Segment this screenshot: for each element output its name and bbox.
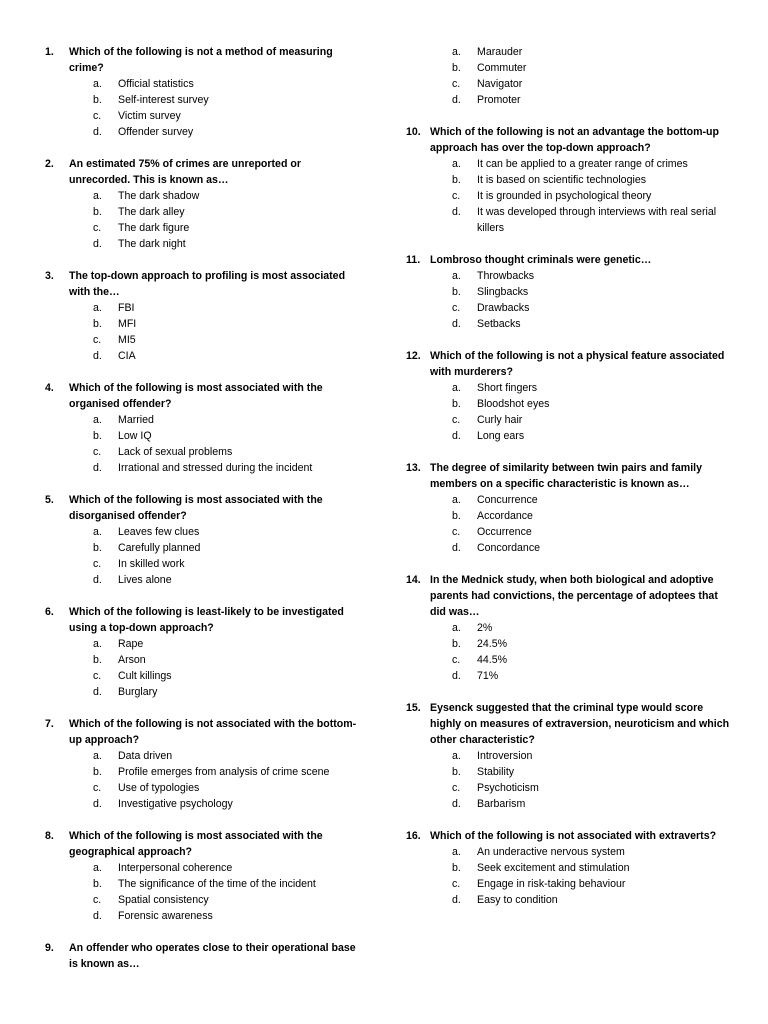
option-text: Carefully planned — [118, 542, 201, 554]
option-letter: a. — [93, 414, 102, 426]
question-text: An offender who operates close to their operational base is known as… — [69, 942, 356, 970]
option-text: The dark alley — [118, 206, 185, 218]
option-letter: b. — [452, 510, 461, 522]
question-block — [45, 156, 365, 252]
question-number: 3. — [45, 270, 54, 282]
option-text: It is based on scientific technologies — [477, 174, 647, 186]
option-text: MI5 — [118, 334, 136, 346]
option-text: Lack of sexual problems — [118, 446, 233, 458]
option-letter: a. — [452, 846, 461, 858]
answer-option — [45, 748, 365, 764]
answer-option — [406, 508, 736, 524]
option-letter: a. — [452, 750, 461, 762]
question — [45, 604, 365, 636]
option-text: Easy to condition — [477, 894, 558, 906]
option-letter: c. — [93, 558, 102, 570]
question-block — [45, 380, 365, 476]
question — [406, 348, 736, 380]
answer-option — [45, 348, 365, 364]
answer-option — [406, 620, 736, 636]
option-letter: c. — [452, 526, 461, 538]
option-letter: b. — [452, 286, 461, 298]
answer-option — [45, 540, 365, 556]
option-text: Curly hair — [477, 414, 523, 426]
question-number: 14. — [406, 574, 421, 586]
left-column — [45, 44, 365, 988]
option-letter: c. — [93, 222, 102, 234]
option-text: An underactive nervous system — [477, 846, 625, 858]
option-letter: b. — [93, 878, 102, 890]
option-letter: a. — [93, 862, 102, 874]
question-number: 7. — [45, 718, 54, 730]
option-text: Self-interest survey — [118, 94, 209, 106]
option-text: Long ears — [477, 430, 525, 442]
question-text: Which of the following is not a physical feature associated with murderers? — [430, 350, 725, 378]
option-letter: d. — [452, 94, 461, 106]
question — [45, 156, 365, 188]
option-letter: c. — [452, 414, 461, 426]
answer-option — [406, 412, 736, 428]
option-letter: b. — [93, 94, 102, 106]
option-text: Official statistics — [118, 78, 194, 90]
answer-option — [45, 188, 365, 204]
question-number: 6. — [45, 606, 54, 618]
option-letter: d. — [93, 686, 102, 698]
option-text: FBI — [118, 302, 135, 314]
question-number: 1. — [45, 46, 54, 58]
option-text: Offender survey — [118, 126, 194, 138]
option-text: Stability — [477, 766, 515, 778]
question-number: 15. — [406, 702, 421, 714]
question — [45, 268, 365, 300]
question-block — [45, 604, 365, 700]
option-text: Rape — [118, 638, 144, 650]
question-block — [45, 268, 365, 364]
answer-option — [45, 780, 365, 796]
question-block — [406, 44, 736, 108]
option-text: The dark figure — [118, 222, 190, 234]
question — [406, 828, 736, 844]
answer-option — [45, 332, 365, 348]
option-text: Lives alone — [118, 574, 172, 586]
option-letter: a. — [93, 750, 102, 762]
option-text: Promoter — [477, 94, 521, 106]
question-block — [406, 124, 736, 236]
option-text: Use of typologies — [118, 782, 200, 794]
question — [45, 940, 365, 972]
answer-option — [45, 108, 365, 124]
question-number: 9. — [45, 942, 54, 954]
option-text: Leaves few clues — [118, 526, 200, 538]
option-letter: d. — [93, 126, 102, 138]
option-text: Introversion — [477, 750, 533, 762]
option-text: Low IQ — [118, 430, 152, 442]
option-letter: a. — [93, 526, 102, 538]
answer-option — [406, 188, 736, 204]
option-text: Accordance — [477, 510, 533, 522]
answer-option — [45, 684, 365, 700]
answer-option — [45, 204, 365, 220]
option-letter: b. — [93, 542, 102, 554]
option-text: Arson — [118, 654, 146, 666]
option-text: Engage in risk-taking behaviour — [477, 878, 626, 890]
question-text: Which of the following is most associated with the disorganised offender? — [69, 494, 323, 522]
option-text: Victim survey — [118, 110, 181, 122]
option-letter: a. — [452, 382, 461, 394]
question-block — [406, 828, 736, 908]
answer-option — [406, 892, 736, 908]
answer-option — [45, 76, 365, 92]
answer-option — [45, 892, 365, 908]
option-letter: a. — [452, 46, 461, 58]
answer-option — [45, 428, 365, 444]
option-text: 24.5% — [477, 638, 508, 650]
answer-option — [45, 876, 365, 892]
option-letter: c. — [452, 782, 461, 794]
option-text: It was developed through interviews with real serial killers — [477, 206, 717, 234]
answer-option — [406, 172, 736, 188]
option-text: Occurrence — [477, 526, 532, 538]
option-letter: b. — [452, 862, 461, 874]
answer-option — [406, 284, 736, 300]
option-text: Short fingers — [477, 382, 538, 394]
option-text: Concordance — [477, 542, 541, 554]
answer-option — [45, 444, 365, 460]
question-block — [406, 460, 736, 556]
option-letter: b. — [93, 654, 102, 666]
question-block — [406, 700, 736, 812]
answer-option — [45, 572, 365, 588]
answer-option — [406, 844, 736, 860]
option-letter: a. — [452, 622, 461, 634]
option-letter: c. — [93, 782, 102, 794]
option-text: Barbarism — [477, 798, 526, 810]
option-letter: b. — [452, 398, 461, 410]
question-number: 11. — [406, 254, 421, 266]
option-text: Seek excitement and stimulation — [477, 862, 630, 874]
option-text: It can be applied to a greater range of crimes — [477, 158, 688, 170]
question — [45, 44, 365, 76]
option-text: Interpersonal coherence — [118, 862, 233, 874]
option-letter: a. — [93, 638, 102, 650]
option-letter: c. — [452, 78, 461, 90]
option-text: Navigator — [477, 78, 523, 90]
option-letter: d. — [452, 798, 461, 810]
option-letter: d. — [93, 910, 102, 922]
answer-option — [406, 780, 736, 796]
answer-option — [45, 636, 365, 652]
question-block — [45, 940, 365, 972]
question-text: An estimated 75% of crimes are unreported or unrecorded. This is known as… — [69, 158, 301, 186]
question-text: In the Mednick study, when both biological and adoptive parents had convictions, the percentage of adoptees that did was… — [430, 574, 718, 618]
option-letter: d. — [452, 318, 461, 330]
option-letter: a. — [452, 270, 461, 282]
option-text: Profile emerges from analysis of crime scene — [118, 766, 330, 778]
answer-option — [45, 460, 365, 476]
answer-option — [45, 92, 365, 108]
answer-option — [406, 92, 736, 108]
option-text: Concurrence — [477, 494, 538, 506]
answer-option — [406, 204, 736, 236]
option-text: Commuter — [477, 62, 527, 74]
question-text: Which of the following is not associated with the bottom-up approach? — [69, 718, 357, 746]
question-text: Eysenck suggested that the criminal type would score highly on measures of extraversion, neuroticism and which other characteristic? — [430, 702, 730, 746]
question — [406, 460, 736, 492]
answer-option — [45, 412, 365, 428]
option-letter: b. — [93, 206, 102, 218]
question-block — [45, 828, 365, 924]
answer-option — [406, 540, 736, 556]
option-letter: a. — [93, 190, 102, 202]
answer-option — [45, 300, 365, 316]
option-text: In skilled work — [118, 558, 185, 570]
question-number: 2. — [45, 158, 54, 170]
question — [406, 252, 736, 268]
answer-option — [406, 76, 736, 92]
option-letter: c. — [93, 670, 102, 682]
option-letter: c. — [452, 302, 461, 314]
answer-option — [406, 652, 736, 668]
answer-option — [406, 268, 736, 284]
question-number: 10. — [406, 126, 421, 138]
answer-option — [406, 380, 736, 396]
question — [406, 700, 736, 748]
option-letter: c. — [93, 446, 102, 458]
question — [406, 572, 736, 620]
answer-option — [406, 796, 736, 812]
option-text: Data driven — [118, 750, 173, 762]
question-text: Lombroso thought criminals were genetic… — [430, 254, 652, 266]
answer-option — [45, 908, 365, 924]
answer-option — [45, 652, 365, 668]
answer-option — [406, 428, 736, 444]
question — [406, 124, 736, 156]
option-letter: d. — [93, 238, 102, 250]
question-block — [406, 252, 736, 332]
question-block — [406, 348, 736, 444]
question-block — [45, 44, 365, 140]
question-text: The top-down approach to profiling is most associated with the… — [69, 270, 346, 298]
question — [45, 716, 365, 748]
question-number: 8. — [45, 830, 54, 842]
question-text: Which of the following is not an advantage the bottom-up approach has over the top-down approach? — [430, 126, 719, 154]
question — [45, 380, 365, 412]
answer-option — [406, 396, 736, 412]
answer-option — [406, 492, 736, 508]
answer-option — [406, 60, 736, 76]
option-text: Spatial consistency — [118, 894, 209, 906]
option-text: MFI — [118, 318, 137, 330]
option-letter: c. — [452, 878, 461, 890]
option-letter: d. — [452, 894, 461, 906]
answer-option — [406, 876, 736, 892]
option-letter: b. — [452, 766, 461, 778]
option-letter: c. — [93, 110, 102, 122]
question-text: Which of the following is most associated with the geographical approach? — [69, 830, 323, 858]
answer-option — [45, 764, 365, 780]
question-number: 13. — [406, 462, 421, 474]
option-letter: a. — [93, 78, 102, 90]
option-letter: d. — [452, 670, 461, 682]
question-number: 4. — [45, 382, 54, 394]
answer-option — [406, 636, 736, 652]
question-text: Which of the following is not associated with extraverts? — [430, 830, 717, 842]
question — [45, 492, 365, 524]
option-text: 2% — [477, 622, 493, 634]
option-letter: d. — [93, 798, 102, 810]
answer-option — [406, 524, 736, 540]
option-letter: c. — [93, 334, 102, 346]
question-text: Which of the following is most associated with the organised offender? — [69, 382, 323, 410]
answer-option — [406, 764, 736, 780]
option-letter: a. — [93, 302, 102, 314]
option-text: It is grounded in psychological theory — [477, 190, 652, 202]
option-letter: d. — [93, 462, 102, 474]
option-letter: c. — [93, 894, 102, 906]
option-text: Irrational and stressed during the incident — [118, 462, 313, 474]
question-text: The degree of similarity between twin pairs and family members on a specific characteristic is known as… — [430, 462, 702, 490]
answer-option — [45, 860, 365, 876]
option-text: 71% — [477, 670, 499, 682]
option-letter: d. — [452, 542, 461, 554]
option-letter: b. — [452, 62, 461, 74]
question-number: 12. — [406, 350, 421, 362]
option-letter: b. — [452, 638, 461, 650]
answer-option — [406, 316, 736, 332]
option-letter: b. — [93, 430, 102, 442]
option-text: Burglary — [118, 686, 158, 698]
question-block — [45, 492, 365, 588]
question — [45, 828, 365, 860]
question-block — [406, 572, 736, 684]
right-column — [406, 44, 736, 924]
answer-option — [45, 524, 365, 540]
option-text: The dark night — [118, 238, 186, 250]
option-text: Investigative psychology — [118, 798, 233, 810]
answer-option — [45, 124, 365, 140]
answer-option — [45, 556, 365, 572]
question-block — [45, 716, 365, 812]
option-text: The dark shadow — [118, 190, 200, 202]
option-letter: c. — [452, 190, 461, 202]
option-letter: d. — [452, 430, 461, 442]
answer-option — [45, 668, 365, 684]
option-letter: a. — [452, 494, 461, 506]
answer-option — [406, 156, 736, 172]
option-letter: d. — [93, 574, 102, 586]
option-text: Bloodshot eyes — [477, 398, 550, 410]
answer-option — [406, 668, 736, 684]
option-text: Psychoticism — [477, 782, 539, 794]
answer-option — [406, 748, 736, 764]
option-text: Marauder — [477, 46, 523, 58]
option-text: Drawbacks — [477, 302, 530, 314]
answer-option — [45, 316, 365, 332]
option-text: Married — [118, 414, 154, 426]
option-text: Cult killings — [118, 670, 172, 682]
answer-option — [45, 236, 365, 252]
option-text: Setbacks — [477, 318, 521, 330]
option-letter: b. — [93, 318, 102, 330]
option-letter: d. — [452, 206, 461, 218]
option-letter: c. — [452, 654, 461, 666]
option-text: 44.5% — [477, 654, 508, 666]
option-letter: d. — [93, 350, 102, 362]
answer-option — [45, 220, 365, 236]
question-text: Which of the following is not a method of measuring crime? — [69, 46, 333, 74]
option-letter: b. — [93, 766, 102, 778]
answer-option — [406, 300, 736, 316]
question-number: 5. — [45, 494, 54, 506]
question-text: Which of the following is least-likely to be investigated using a top-down approach? — [69, 606, 344, 634]
option-text: Forensic awareness — [118, 910, 213, 922]
answer-option — [45, 796, 365, 812]
option-letter: a. — [452, 158, 461, 170]
option-text: Throwbacks — [477, 270, 535, 282]
option-text: Slingbacks — [477, 286, 529, 298]
answer-option — [406, 860, 736, 876]
option-text: The significance of the time of the incident — [118, 878, 316, 890]
option-text: CIA — [118, 350, 136, 362]
answer-option — [406, 44, 736, 60]
question-number: 16. — [406, 830, 421, 842]
option-letter: b. — [452, 174, 461, 186]
